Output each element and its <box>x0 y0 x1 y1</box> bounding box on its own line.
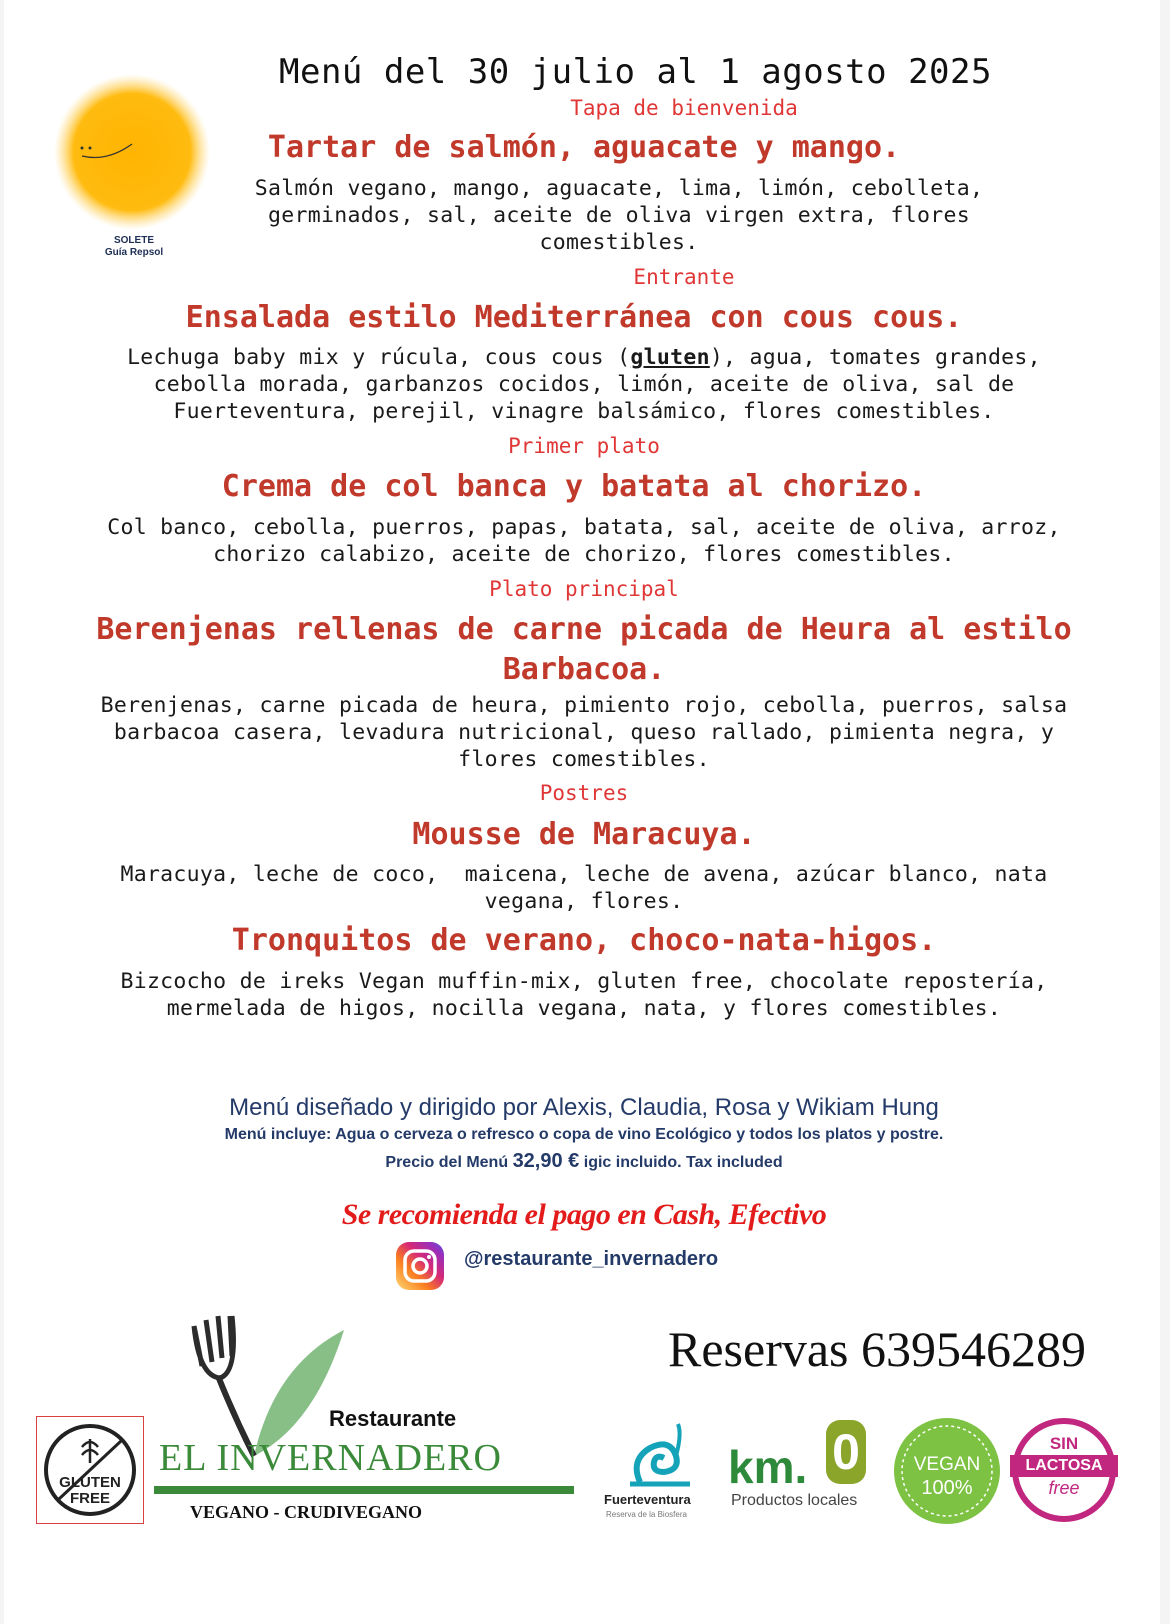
price-value: 32,90 € <box>512 1150 580 1172</box>
dish-title: Mousse de Maracuya. <box>412 817 756 852</box>
course-label-primer: Primer plato <box>508 434 660 458</box>
course-label-tapa: Tapa de bienvenida <box>570 96 798 120</box>
dish-ingredients: Maracuya, leche de coco, maicena, leche de avena, azúcar blanco, nata vegana, flores. <box>120 862 1048 914</box>
dish-ingredients: Salmón vegano, mango, aguacate, lima, limón, cebolleta, germinados, sal, aceite de oliva virgen extra, flores comestibles. <box>254 176 984 255</box>
menu-sheet <box>4 0 1160 1624</box>
km-label: km. <box>728 1441 808 1493</box>
vegan-percent: 100% <box>921 1477 973 1499</box>
vegan-badge <box>894 1418 1000 1524</box>
gluten-free-text-1: GLUTEN <box>59 1474 121 1491</box>
instagram-icon[interactable] <box>394 1240 446 1292</box>
dish-ingredients: Col banco, cebolla, puerros, papas, batata, sal, aceite de oliva, arroz, chorizo calabizo, aceite de chorizo, flores comestibles. <box>107 515 1061 567</box>
solete-label: SOLETE Guía Repsol <box>104 235 164 258</box>
brand-underline <box>154 1486 574 1494</box>
gluten-allergen: gluten <box>630 345 710 370</box>
brand-restaurante: Restaurante <box>329 1406 457 1431</box>
dish-title: Ensalada estilo Mediterránea con cous cous. <box>185 300 963 335</box>
instagram-handle[interactable]: @restaurante_invernadero <box>464 1248 719 1270</box>
fuerteventura-snail-icon <box>620 1420 700 1490</box>
dish-title: Tartar de salmón, aguacate y mango. <box>267 130 901 165</box>
menu-price: Precio del Menú 32,90 € igic incluido. Tax included <box>385 1150 783 1172</box>
vegan-leaf-icon <box>894 1418 1000 1524</box>
vegan-text: VEGAN <box>913 1454 981 1475</box>
payment-note: Se recomienda el pago en Cash, Efectivo <box>341 1198 827 1231</box>
fuerteventura-label: Fuerteventura <box>604 1492 691 1507</box>
brand-tagline: VEGANO - CRUDIVEGANO <box>190 1502 423 1522</box>
course-label-principal: Plato principal <box>489 577 679 601</box>
dish-title: Tronquitos de verano, choco-nata-higos. <box>231 923 937 958</box>
reservas-phone: Reservas 639546289 <box>668 1321 1086 1377</box>
dish-title: Crema de col banca y batata al chorizo. <box>221 469 927 504</box>
fuerteventura-sub: Reserva de la Biosfera <box>606 1510 687 1519</box>
dish-ingredients: Bizcocho de ireks Vegan muffin-mix, gluten free, chocolate repostería, mermelada de higos, nocilla vegana, nata, y flores comestibles. <box>120 969 1048 1021</box>
course-label-entrante: Entrante <box>633 265 735 289</box>
gluten-free-text-2: FREE <box>69 1490 111 1507</box>
page-title: Menú del 30 julio al 1 agosto 2025 <box>279 52 992 92</box>
course-label-postres: Postres <box>539 781 629 805</box>
dish-ingredients: Berenjenas, carne picada de heura, pimiento rojo, cebolla, puerros, salsa barbacoa casera, levadura nutricional, queso rallado, pimienta negra, y flores comestibles. <box>100 693 1068 772</box>
sin-lactosa-badge: SIN LACTOSA free <box>1012 1418 1116 1522</box>
menu-includes: Menú incluye: Agua o cerveza o refresco o copa de vino Ecológico y todos los platos y postre. <box>224 1126 944 1143</box>
gluten-free-icon <box>37 1417 143 1523</box>
km-zero-badge: 0 <box>826 1420 866 1484</box>
designed-by: Menú diseñado y dirigido por Alexis, Claudia, Rosa y Wikiam Hung <box>229 1094 939 1121</box>
km-sub: Productos locales <box>731 1492 858 1509</box>
brand-name: EL INVERNADERO <box>159 1437 502 1479</box>
gluten-free-badge <box>36 1416 144 1524</box>
dish-ingredients: Lechuga baby mix y rúcula, cous cous (gluten), agua, tomates grandes, cebolla morada, garbanzos cocidos, limón, aceite de oliva, sal de Fuerteventura, perejil, vinagre balsámico, flores comestibles. <box>127 345 1041 424</box>
dish-title: Berenjenas rellenas de carne picada de Heura al estilo Barbacoa. <box>96 612 1072 687</box>
